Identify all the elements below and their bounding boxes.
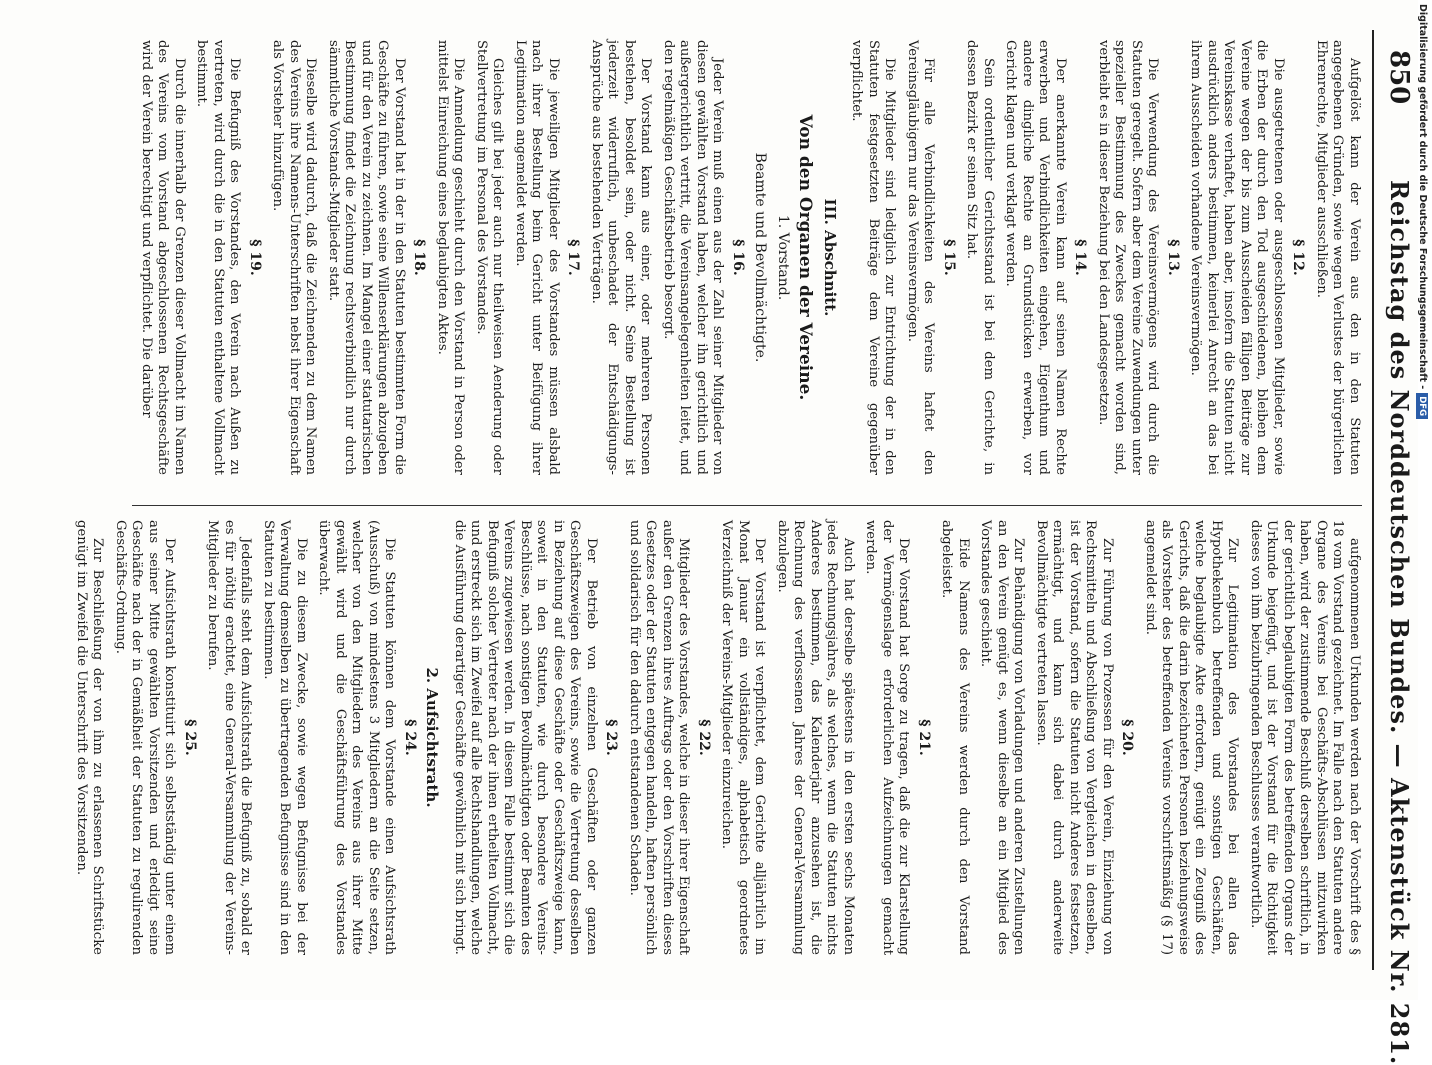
right-paragraph-number: § 23. bbox=[603, 719, 620, 756]
dfg-logo: DFG bbox=[1416, 393, 1428, 419]
right-paragraph: Eide Namens des Vereins werden durch den Vorstand abgeleistet. bbox=[939, 520, 971, 955]
left-paragraph-number: § 18. bbox=[411, 239, 428, 276]
right-paragraph: Die Statuten können dem Vorstande einen Aufsichtsrath (Ausschuß) von mindestens 3 Mitgliedern an die Seite setzen, welcher von den Mitgliedern des Vereins aus ihrer Mitte gewählt wird und die Geschäftsführung des Vorstandes überwacht. bbox=[316, 520, 398, 955]
right-paragraph: Die zu diesem Zwecke, sowie wegen Befugnisse bei der Verwaltung demselben zu übertragenden Befugnisse sind in den Statuten zu bestimmen. bbox=[261, 520, 309, 955]
left-paragraph: Die ausgetretenen oder ausgeschlossenen Mitglieder, sowie die Erben der durch den Tod ausgeschiedenen, bleiben dem Vereine wegen der bis zum Ausscheiden fälligen Beiträge zur Vereinskasse verhaftet, haben aber, insofern die Statuten nicht ausdrücklich anders bestimmen, keinerlei Anrecht an das bei ihrem Ausscheiden vorhandene Vereinsvermögen. bbox=[1188, 40, 1286, 475]
right-paragraph: Der Aufsichtsrath konstituirt sich selbstständig unter einem aus seiner Mitte gewählten Vorsitzenden und erledigt seine Geschäfte nach der in Gemäßheit der Statuten zu regulirenden Geschäfts-Ordnung. bbox=[113, 520, 178, 955]
left-paragraph: Sein ordentlicher Gerichtsstand ist bei dem Gerichte, in dessen Bezirk er seinen Sitz hat. bbox=[964, 40, 996, 475]
left-paragraph: Für alle Verbindlichkeiten des Vereins haftet den Vereinsgläubigern nur das Vereinsvermögen. bbox=[905, 40, 937, 475]
left-column bbox=[132, 40, 1363, 475]
right-paragraph: Der Vorstand hat Sorge zu tragen, daß die zur Klarstellung der Vermögenslage erforderlichen Aufzeichnungen gemacht werden. bbox=[863, 520, 912, 955]
left-paragraph: Durch die innerhalb der Grenzen dieser Vollmacht im Namen des Vereins vom Vorstand abgeschlossenen Rechtsgeschäfte wird der Verein berechtigt und verpflichtet. Die darüber bbox=[139, 40, 187, 475]
left-paragraph-number: § 15. bbox=[941, 239, 957, 276]
right-paragraph: Zur Beschließung der von ihm zu erlassenen Schriftstücke genügt im Zweifel die Unterschrift des Vorsitzenden. bbox=[74, 520, 106, 955]
left-paragraph-number: § 19. bbox=[247, 239, 263, 276]
right-paragraph-number: § 21. bbox=[916, 719, 932, 756]
right-column bbox=[67, 520, 1363, 955]
left-paragraph-number: § 17. bbox=[565, 239, 582, 276]
right-paragraph: Mitglieder des Vorstandes, welche in dieser ihrer Eigenschaft außer den Grenzen ihres Auftrags oder den Vorschriften dieses Gesetzes oder der Statuten entgegen handeln, haften persönlich und solidarisch für den dadurch entstandenen Schaden. bbox=[627, 520, 692, 955]
right-paragraph: Jedenfalls steht dem Aufsichtsrath die Befugniß zu, sobald er es für nöthig erachtet, eine General-Versammlung der Vereins-Mitglieder zu berufen. bbox=[205, 520, 254, 955]
right-paragraph-number: § 20. bbox=[1119, 719, 1136, 756]
column-divider bbox=[132, 505, 1362, 506]
left-paragraph: Der Vorstand kann aus einer, oder mehreren Personen bestehen, besoldet sein, oder nicht. Seine Bestellung ist jederzeit widerruflich, unbeschadet der Entschädigungs-Ansprüche aus bestehenden Verträgen. bbox=[589, 40, 654, 475]
left-paragraph: Die Anmeldung geschieht durch den Vorstand in Person oder mittelst Einreichung eines beglaubigten Aktes. bbox=[435, 40, 467, 475]
left-sub-heading: 1. Vorstand. bbox=[775, 214, 791, 301]
right-paragraph: Der Vorstand ist verpflichtet, dem Gerichte alljährlich im Monat Januar ein vollständiges, alphabetisch geordnetes Verzeichniß der Vereins-Mitglieder einzureichen. bbox=[719, 520, 768, 955]
left-section-heading: III. Abschnitt. bbox=[821, 198, 839, 317]
left-chapter-heading: Von den Organen der Vereine. bbox=[795, 114, 816, 401]
right-paragraph: Der Betrieb von einzelnen Geschäften oder ganzen Geschäftszweigen des Vereins, sowie die Vertretung desselben in Beziehung auf diese Geschäfte oder Geschäftszweige kann, soweit in den Statuten, wie durch besondere Vereins-Beschlüsse, nach sonstigen Bevollmächtigten oder Beamten des Vereins zugewiesen werden. In diesem Falle bestimmt sich die Befugniß solcher Vertreter nach der ihnen ertheilten Vollmacht, und erstreckt sich im Zweifel auf alle Rechtshandlungen, welche die Ausführung derartiger Geschäfte gewöhnlich mit sich bringt. bbox=[452, 520, 599, 955]
right-paragraph-number: § 22. bbox=[696, 719, 712, 756]
running-title: Reichstag des Norddeutschen Bundes. — Aktenstück Nr. 281. bbox=[1385, 180, 1414, 1065]
dfg-caption-text: Digitalisierung gefördert durch die Deutsche Forschungsgemeinschaft - bbox=[1417, 4, 1428, 390]
left-sub-heading: Beamte und Bevollmächtigte. bbox=[752, 152, 769, 363]
right-paragraph: Auch hat derselbe spätestens in den ersten sechs Monaten jedes Rechnungsjahres, als welches, wenn die Statuten nichts Anderes bestimmen, das Kalenderjahr anzusehen ist, die Rechnung des verflossenen Jahres der General-Versammlung abzulegen. bbox=[775, 520, 856, 955]
left-paragraph: Die jeweiligen Mitglieder des Vorstandes müssen alsbald nach ihrer Bestellung beim Gericht unter Beifügung ihrer Legitimation angemeldet werden. bbox=[513, 40, 561, 475]
left-paragraph: Die Befugniß des Vorstandes, den Verein nach Außen zu vertreten, wird durch die in den Statuten enthaltene Vollmacht bestimmt. bbox=[194, 40, 243, 475]
left-paragraph: Dieselbe wird dadurch, daß die Zeichnenden zu dem Namen des Vereins ihre Namens-Unterschriften nebst ihrer Eigenschaft als Vorsteher hinzufügen. bbox=[270, 40, 319, 475]
right-paragraph: Zur Behändigung von Vorladungen und anderen Zustellungen an den Verein genügt es, wenn dieselbe an ein Mitglied des Vorstandes geschieht. bbox=[978, 520, 1027, 955]
right-section-heading: 2. Aufsichtsrath. bbox=[423, 667, 442, 808]
left-paragraph-number: § 12. bbox=[1290, 239, 1307, 276]
left-paragraph-number: § 16. bbox=[730, 239, 746, 276]
left-paragraph: Jeder Verein muß einen aus der Zahl seiner Mitglieder von diesen gewählten Vorstand haben, welcher ihn gerichtlich und außergerichtlich vertritt, die Vereinsangelegenheiten leitet, und den regelmäßigen Geschäftsbetrieb besorgt. bbox=[661, 40, 726, 475]
left-paragraph: Gleiches gilt bei jeder auch nur theilweisen Aenderung oder Stellvertretung im Personal des Vorstandes. bbox=[474, 40, 506, 475]
left-paragraph: Der anerkannte Verein kann auf seinen Namen Rechte erwerben und Verbindlichkeiten eingehen, Eigenthum und andere dingliche Rechte an Grundstücken erwerben, vor Gericht klagen und verklagt werden. bbox=[1003, 40, 1068, 475]
page-number: 850 bbox=[1384, 50, 1414, 105]
left-paragraph-number: § 14. bbox=[1072, 239, 1089, 276]
left-paragraph: Die Mitglieder sind lediglich zur Entrichtung der in den Statuten festgesetzten Beiträge dem Vereine gegenüber verpflichtet. bbox=[849, 40, 898, 475]
left-paragraph: Die Verwendung des Vereinsvermögens wird durch die Statuten geregelt. Sofern aber dem Vereine Zuwendungen unter spezieller Bestimmung des Zweckes gemacht worden sind, verbleibt es in dieser Beziehung bei den Landesgesetzen. bbox=[1096, 40, 1161, 475]
left-paragraph-number: § 13. bbox=[1165, 239, 1181, 276]
right-paragraph: aufgenommenen Urkunden werden nach der Vorschrift des § 18 vom Vorstand gezeichnet. Im Falle nach den Statuten andere Organe des Vereins bei Geschäfts-Abschlüssen mitzuwirken haben, wird der zustimmende Beschluß derselben schriftlich, in der gerichtlich beglaubigten Form des betreffenden Organs der Urkunde beigefügt, und ist der Vorstand für die Richtigkeit dieses von ihm beizubringenden Beschlusses verantwortlich. bbox=[1248, 520, 1362, 955]
dfg-caption bbox=[1416, 4, 1428, 419]
right-paragraph: Zur Führung von Prozessen für den Verein, Einziehung von Rechtsmitteln und Abschließung von Vergleichen in denselben, ist der Vorstand, sofern die Statuten nicht Anderes festsetzen, ermächtigt, und kann sich dabei durch anderweite Bevollmächtigte vertreten lassen. bbox=[1034, 520, 1115, 955]
right-paragraph-number: § 25. bbox=[182, 719, 198, 756]
left-paragraph: Aufgelöst kann der Verein aus den in den Statuten angegebenen Gründen, sowie wegen Verlustes der bürgerlichen Ehrenrechte, Mitglieder ausschließen. bbox=[1314, 40, 1362, 475]
right-paragraph: Zur Legitimation des Vorstandes bei allen das Hypothekenbuch betreffenden und sonstigen Geschäften, welche beglaubigte Akte erfordern, genügt ein Zeugniß des Gerichts, daß die darin bezeichneten Personen beziehungsweise als Vorsteher des betreffenden Vereins vorschriftsmäßig (§ 17) angemeldet sind. bbox=[1143, 520, 1241, 955]
right-paragraph-number: § 24. bbox=[402, 719, 418, 756]
left-paragraph: Der Vorstand hat in der in den Statuten bestimmten Form die Geschäfte zu führen, sowie seine Willenserklärungen abzugeben und für den Verein zu zeichnen. Im Mangel einer statutarischen Bestimmung findet die Zeichnung rechtsverbindlich nur durch sämmtliche Vorstands-Mitglieder statt. bbox=[326, 40, 407, 475]
